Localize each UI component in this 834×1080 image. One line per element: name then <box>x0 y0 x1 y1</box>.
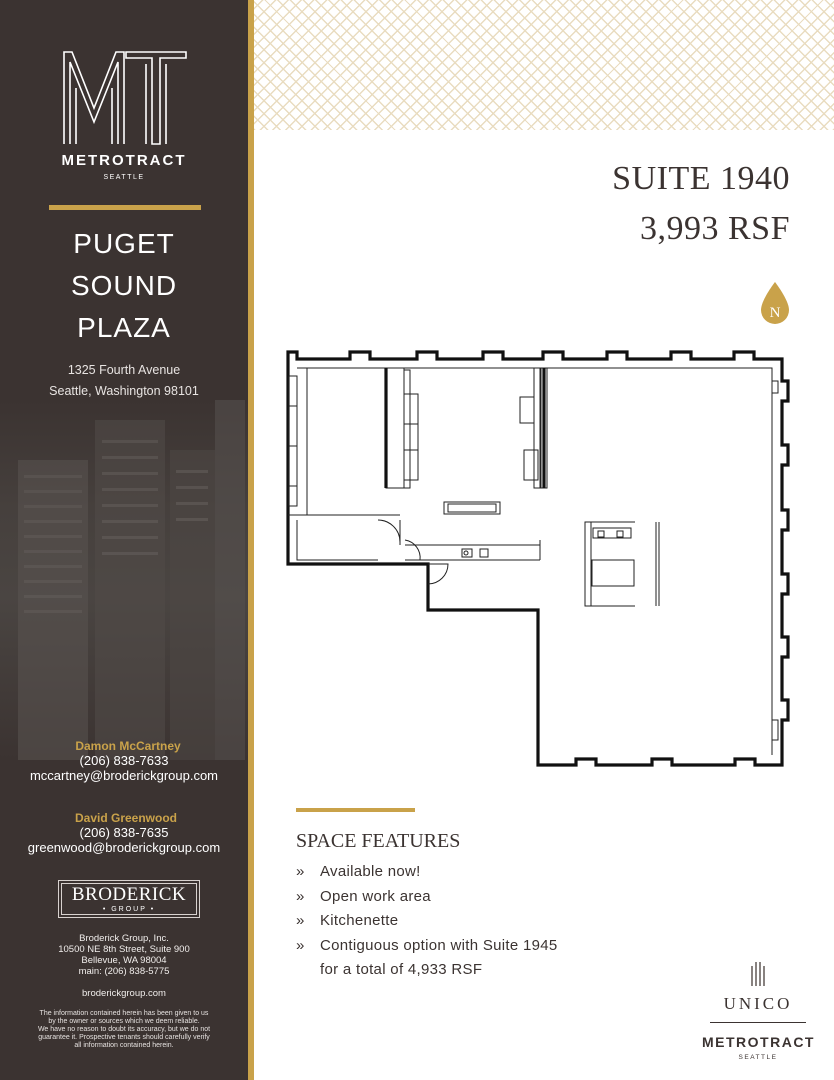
unico-wordmark: UNICO <box>723 994 793 1013</box>
broderick-logo-sub: • GROUP • <box>102 906 156 913</box>
brand-subtitle: SEATTLE <box>103 174 145 181</box>
suite-number: SUITE 1940 <box>612 160 790 197</box>
suite-area: 3,993 RSF <box>640 210 790 247</box>
metrotract-subtitle: SEATTLE <box>738 1054 778 1061</box>
feature-item <box>296 885 558 910</box>
address-city: Seattle, Washington 98101 <box>49 384 199 398</box>
north-label: N <box>769 305 781 321</box>
broderick-logo-title: BRODERICK <box>71 884 187 905</box>
logo-divider <box>710 1022 806 1023</box>
bullet-chevron-icon: » <box>296 936 305 954</box>
brand-name: METROTRACT <box>61 152 187 169</box>
broderick-logo <box>58 880 200 918</box>
disclaimer-line: We have no reason to doubt its accuracy, but we do not <box>37 1026 211 1033</box>
disclaimer-line: guarantee it. Prospective tenants should carefully verify <box>38 1034 210 1041</box>
broker-website[interactable]: broderickgroup.com <box>82 988 166 999</box>
address-street: 1325 Fourth Avenue <box>67 363 181 377</box>
disclaimer-line: all information contained herein. <box>74 1042 174 1049</box>
contact-name: Damon McCartney <box>75 739 181 753</box>
gold-divider <box>49 205 201 210</box>
contact-phone[interactable]: (206) 838-7633 <box>79 753 169 768</box>
broker-name: Broderick Group, Inc. <box>79 933 169 944</box>
unico-emblem-icon <box>749 960 767 986</box>
bullet-chevron-icon: » <box>296 912 305 930</box>
bullet-chevron-icon: » <box>296 887 305 905</box>
feature-item <box>296 909 558 934</box>
gold-vertical-rule <box>248 0 254 1080</box>
features-divider <box>296 808 415 812</box>
features-list <box>296 860 558 983</box>
contact-name: David Greenwood <box>74 811 178 825</box>
contact-email[interactable]: mccartney@broderickgroup.com <box>29 768 219 783</box>
feature-item-continuation <box>296 958 558 983</box>
building-name-line1: PUGET <box>73 228 175 259</box>
contact-email[interactable]: greenwood@broderickgroup.com <box>27 840 221 855</box>
feature-item <box>296 934 558 959</box>
feature-text: for a total of 4,933 RSF <box>320 961 483 979</box>
skyline-photo <box>0 400 248 760</box>
lattice-pattern-banner <box>254 0 834 130</box>
building-name-line3: PLAZA <box>77 312 171 343</box>
bullet-chevron-icon: » <box>296 863 305 880</box>
broker-address: 10500 NE 8th Street, Suite 900 <box>58 944 190 955</box>
contact-phone[interactable]: (206) 838-7635 <box>79 825 169 840</box>
building-name-line2: SOUND <box>70 270 178 301</box>
broker-address-city: Bellevue, WA 98004 <box>81 955 167 966</box>
broker-phone: main: (206) 838-5775 <box>78 966 170 977</box>
feature-text: Contiguous option with Suite 1945 <box>320 936 558 954</box>
floor-plan <box>280 345 800 775</box>
metrotract-wordmark: METROTRACT <box>702 1034 815 1050</box>
disclaimer-line: by the owner or sources which we deem reliable. <box>48 1018 200 1025</box>
feature-text: Kitchenette <box>320 912 399 930</box>
features-title: SPACE FEATURES <box>296 830 461 852</box>
north-arrow-icon <box>759 280 791 326</box>
disclaimer-line: The information contained herein has been given to us <box>39 1010 209 1017</box>
sidebar <box>0 0 248 1080</box>
feature-text: Available now! <box>320 863 421 880</box>
metrotract-logo-mark <box>60 48 190 148</box>
feature-text: Open work area <box>320 887 431 905</box>
feature-item <box>296 860 558 885</box>
